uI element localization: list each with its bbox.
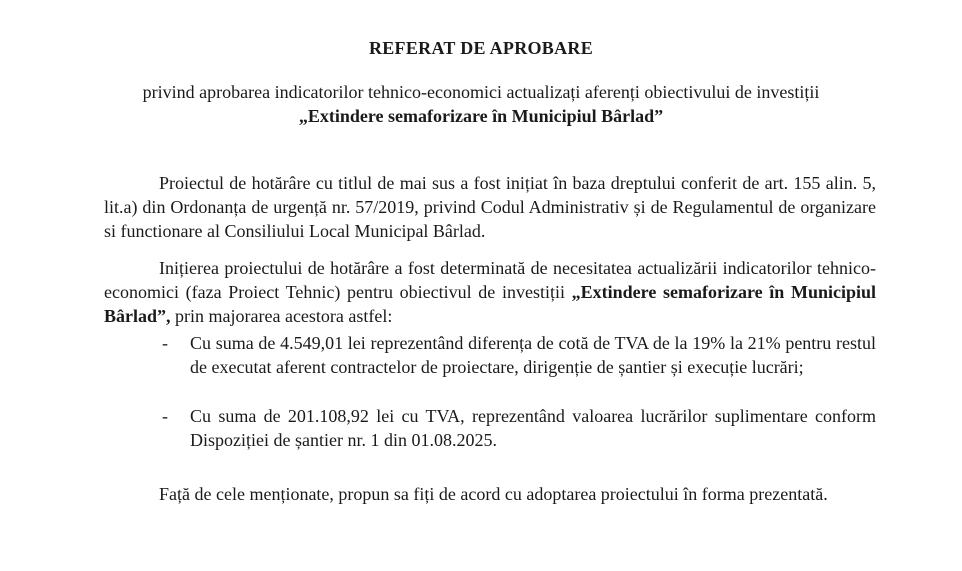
paragraph-conclusion: Față de cele menționate, propun sa fiți de acord cu adoptarea proiectului în forma prezentată.: [159, 484, 828, 504]
list-item-text: Cu suma de 4.549,01 lei reprezentând diferența de cotă de TVA de la 19% la 21% pentru restul de executat aferent contractelor de proiectare, dirigenție de șantier și execuție lucrări;: [190, 333, 876, 377]
list-item: [104, 331, 876, 379]
list-dash-marker: -: [162, 406, 168, 426]
document-subtitle: [0, 80, 962, 128]
paragraph-legal-basis: Proiectul de hotărâre cu titlul de mai sus a fost inițiat în baza dreptului conferit de art. 155 alin. 5, lit.a) din Ordonanța de urgență nr. 57/2019, privind Codul Administrativ și de Regulamentul de organizare si functionare al Consiliului Local Municipal Bârlad.: [104, 173, 876, 241]
amount-list-2: [104, 404, 876, 452]
list-dash-marker: -: [162, 333, 168, 353]
paragraph-initiation-tail: prin majorarea acestora astfel:: [170, 306, 393, 326]
paragraph-initiation-text: Inițierea proiectului de hotărâre a fost determinată de necesitatea actualizării indicatorilor tehnico-economici (faza Proiect Tehnic) pentru obiectivul de investiții: [104, 258, 876, 302]
list-item: [104, 404, 876, 452]
subtitle-description: privind aprobarea indicatorilor tehnico-economici actualizați aferenți obiectivului de investiții: [142, 82, 820, 102]
amount-list-1: [104, 331, 876, 379]
paragraph-initiation: [104, 256, 876, 328]
document-title: REFERAT DE APROBARE: [368, 38, 594, 58]
list-item-text: Cu suma de 201.108,92 lei cu TVA, reprezentând valoarea lucrărilor suplimentare conform Dispoziției de șantier nr. 1 din 01.08.2025.: [190, 406, 876, 450]
subtitle-project-name: „Extindere semaforizare în Municipiul Bârlad”: [298, 106, 664, 126]
paragraph-initiation-project-name: „Extindere semaforizare în Municipiul Bârlad”,: [104, 282, 876, 326]
